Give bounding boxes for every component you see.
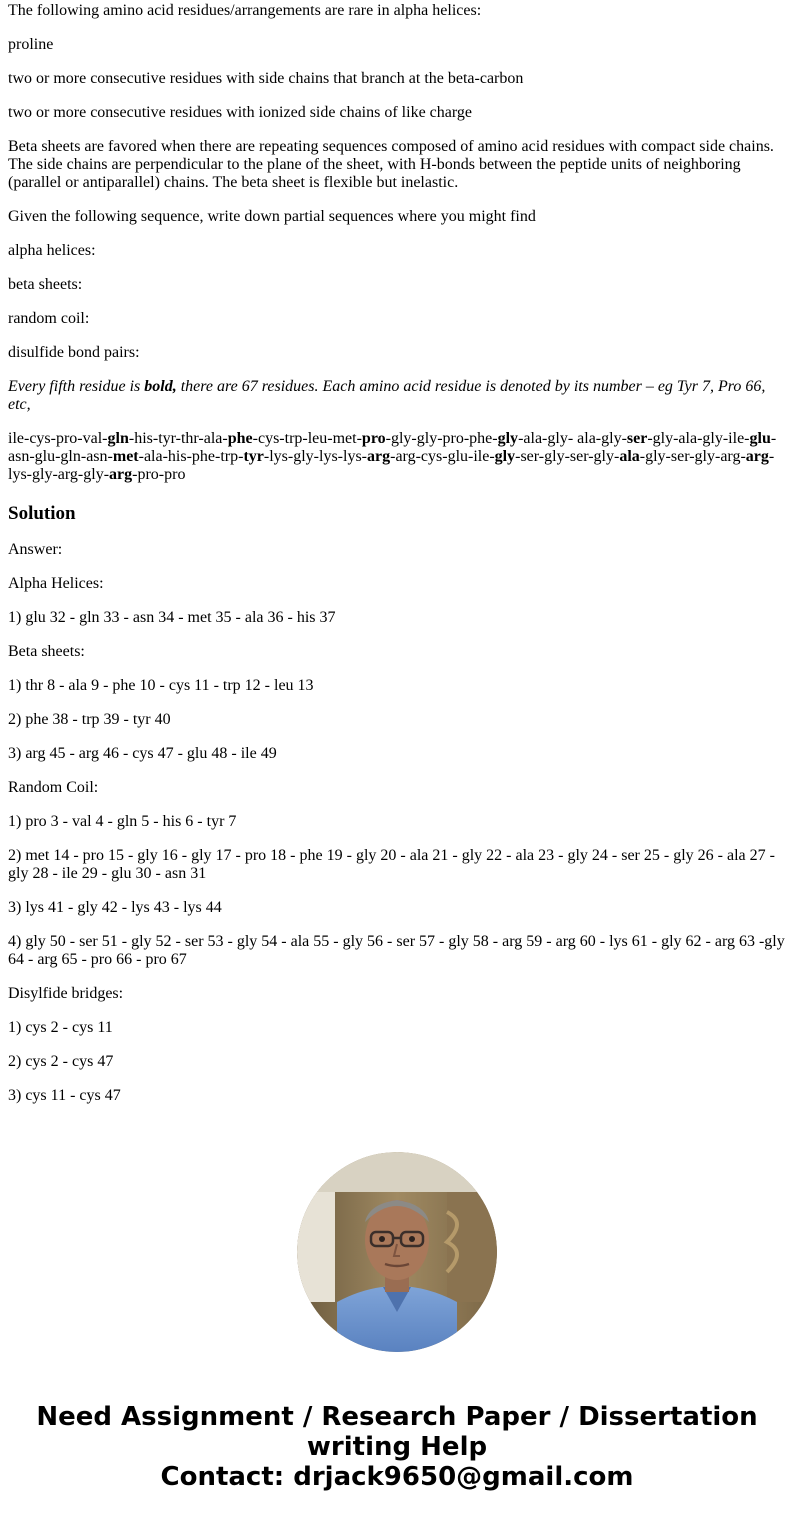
disulfide-item: 3) cys 11 - cys 47 [8,1087,121,1104]
sequence-residue-bold: arg [367,448,391,465]
prompt-random-coil: random coil: [8,310,90,327]
solution-heading: Solution [8,503,76,524]
answer-label: Answer: [8,541,63,558]
sequence-segment: -pro-pro [132,466,186,483]
sequence-residue-bold: arg [109,466,133,483]
sequence-segment: -gly-gly-pro-phe- [385,430,498,447]
cta-contact-email: Contact: drjack9650@gmail.com [160,1462,634,1492]
sequence-residue-bold: arg [745,448,769,465]
sequence-segment: -gly-ser-gly-arg- [639,448,746,465]
sequence-residue-bold: ser [626,430,648,447]
rare-item-proline: proline [8,36,54,53]
sequence-segment: -his-tyr-thr-ala- [128,430,228,447]
sequence-segment: -ser-gly-ser-gly- [515,448,620,465]
question-intro: The following amino acid residues/arrangements are rare in alpha helices: [8,2,482,19]
sequence-residue-bold: glu [749,430,771,447]
rare-item-charged: two or more consecutive residues with ionized side chains of like charge [8,104,473,121]
prompt-beta-sheets: beta sheets: [8,276,83,293]
contact-call-to-action [0,1402,794,1492]
note-text-1: Every fifth residue is [8,378,145,395]
beta-item: 1) thr 8 - ala 9 - phe 10 - cys 11 - trp 12 - leu 13 [8,677,314,694]
disulfide-item: 2) cys 2 - cys 47 [8,1053,114,1070]
sequence-residue-bold: met [112,448,139,465]
note-bold: bold, [144,378,177,395]
residue-note [8,378,786,414]
random-coil-label: Random Coil: [8,779,99,796]
beta-item: 2) phe 38 - trp 39 - tyr 40 [8,711,171,728]
sequence-residue-bold: pro [361,430,386,447]
disulfide-item: 1) cys 2 - cys 11 [8,1019,113,1036]
amino-acid-sequence [8,430,786,484]
disulfide-label: Disylfide bridges: [8,985,124,1002]
sequence-segment: -cys-trp-leu-met- [252,430,362,447]
sequence-segment: -lys-gly-arg-gly- [8,448,775,483]
beta-sheet-paragraph: Beta sheets are favored when there are repeating sequences composed of amino acid residues with compact side chains. The side chains are perpendicular to the plane of the sheet, with H-bonds between the peptide units of neighboring (parallel or antiparallel) chains. The beta sheet is flexible but inelastic. [8,138,774,191]
note-text-2: there are 67 residues. Each amino acid residue is denoted by its number – eg Tyr 7, Pro 66, etc, [8,378,766,413]
alpha-helices-label: Alpha Helices: [8,575,104,592]
sequence-segment: ile-cys-pro-val- [8,430,108,447]
sequence-segment: -arg-cys-glu-ile- [390,448,495,465]
given-instruction: Given the following sequence, write down partial sequences where you might find [8,208,536,225]
sequence-segment: -ala-his-phe-trp- [138,448,244,465]
beta-item: 3) arg 45 - arg 46 - cys 47 - glu 48 - ile 49 [8,745,277,762]
sequence-segment: -asn-glu-gln-asn- [8,430,777,465]
rare-item-branched: two or more consecutive residues with side chains that branch at the beta-carbon [8,70,524,87]
sequence-residue-bold: ala [619,448,640,465]
sequence-segment: -lys-gly-lys-lys- [263,448,368,465]
coil-item: 4) gly 50 - ser 51 - gly 52 - ser 53 - gly 54 - ala 55 - gly 56 - ser 57 - gly 58 - arg 59 - arg 60 - lys 61 - gly 62 - arg 63 -gly 64 - arg 65 - pro 66 - pro 67 [8,933,785,968]
sequence-residue-bold: gln [107,430,129,447]
coil-item: 1) pro 3 - val 4 - gln 5 - his 6 - tyr 7 [8,813,237,830]
alpha-item: 1) glu 32 - gln 33 - asn 34 - met 35 - ala 36 - his 37 [8,609,336,626]
prompt-alpha-helices: alpha helices: [8,242,96,259]
sequence-residue-bold: tyr [243,448,264,465]
cta-line-2: writing Help [306,1432,488,1462]
cta-line-1: Need Assignment / Research Paper / Dissertation [36,1402,758,1432]
sequence-residue-bold: phe [227,430,253,447]
prompt-disulfide-pairs: disulfide bond pairs: [8,344,140,361]
contact-footer [0,1152,794,1492]
coil-item: 3) lys 41 - gly 42 - lys 43 - lys 44 [8,899,222,916]
sequence-segment: -ala-gly- ala-gly- [518,430,627,447]
sequence-residue-bold: gly [497,430,519,447]
coil-item: 2) met 14 - pro 15 - gly 16 - gly 17 - pro 18 - phe 19 - gly 20 - ala 21 - gly 22 - ala 23 - gly 24 - ser 25 - gly 26 - ala 27 - gly 28 - ile 29 - glu 30 - asn 31 [8,847,775,882]
sequence-residue-bold: gly [494,448,516,465]
author-photo [297,1152,497,1352]
document-body [0,2,794,1105]
sequence-segment: -gly-ala-gly-ile- [647,430,750,447]
beta-sheets-label: Beta sheets: [8,643,85,660]
